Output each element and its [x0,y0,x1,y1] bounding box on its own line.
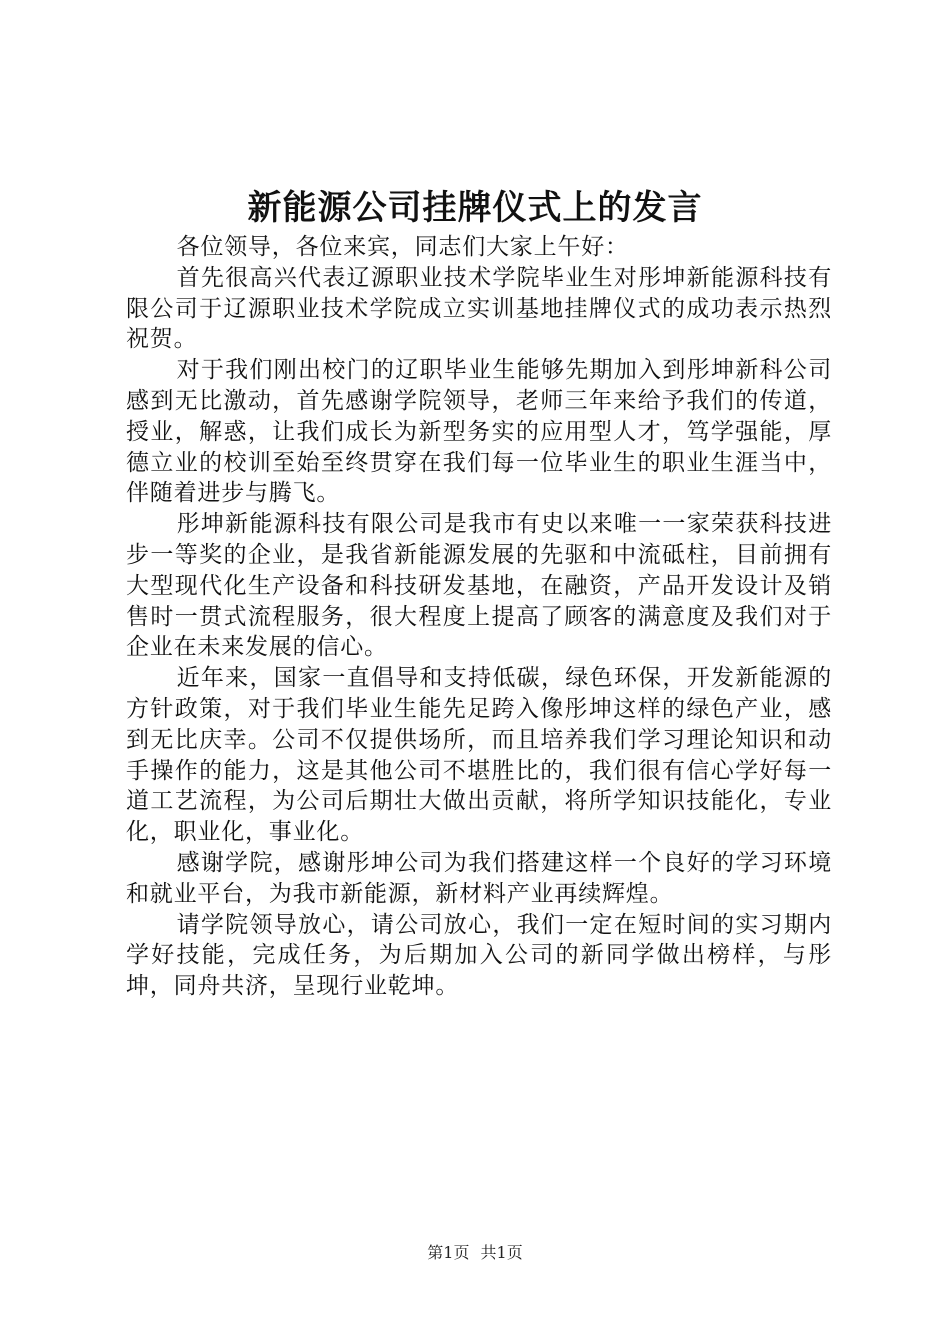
paragraph: 首先很高兴代表辽源职业技术学院毕业生对彤坤新能源科技有限公司于辽源职业技术学院成立实训基地挂牌仪式的成功表示热烈祝贺。 [126,264,832,353]
paragraph: 感谢学院，感谢彤坤公司为我们搭建这样一个良好的学习环境和就业平台，为我市新能源，新材料产业再续辉煌。 [126,849,832,907]
paragraph-greeting: 各位领导，各位来宾，同志们大家上午好： [176,234,629,260]
page-number-total: 共1页 [480,1243,523,1262]
page-title: 新能源公司挂牌仪式上的发言 [247,188,703,228]
paragraph: 请学院领导放心，请公司放心，我们一定在短时间的实习期内学好技能，完成任务，为后期加入公司的新同学做出榜样，与彤坤，同舟共济，呈现行业乾坤。 [126,911,832,1000]
paragraph: 对于我们刚出校门的辽职毕业生能够先期加入到彤坤新科公司感到无比激动，首先感谢学院领导，老师三年来给予我们的传道，授业，解惑，让我们成长为新型务实的应用型人才，笃学强能，厚德立业的校训至始至终贯穿在我们每一位毕业生的职业生涯当中，伴随着进步与腾飞。 [126,357,832,507]
page-footer [0,1241,950,1265]
paragraph: 彤坤新能源科技有限公司是我市有史以来唯一一家荣获科技进步一等奖的企业，是我省新能源发展的先驱和中流砥柱，目前拥有大型现代化生产设备和科技研发基地，在融资，产品开发设计及销售时一贯式流程服务，很大程度上提高了顾客的满意度及我们对于企业在未来发展的信心。 [126,511,832,661]
paragraph: 近年来，国家一直倡导和支持低碳，绿色环保，开发新能源的方针政策，对于我们毕业生能先足跨入像彤坤这样的绿色产业，感到无比庆幸。公司不仅提供场所，而且培养我们学习理论知识和动手操作的能力，这是其他公司不堪胜比的，我们很有信心学好每一道工艺流程，为公司后期壮大做出贡献，将所学知识技能化，专业化，职业化，事业化。 [126,665,832,846]
document-body [126,232,832,1002]
page-number-current: 第1页 [427,1243,470,1262]
